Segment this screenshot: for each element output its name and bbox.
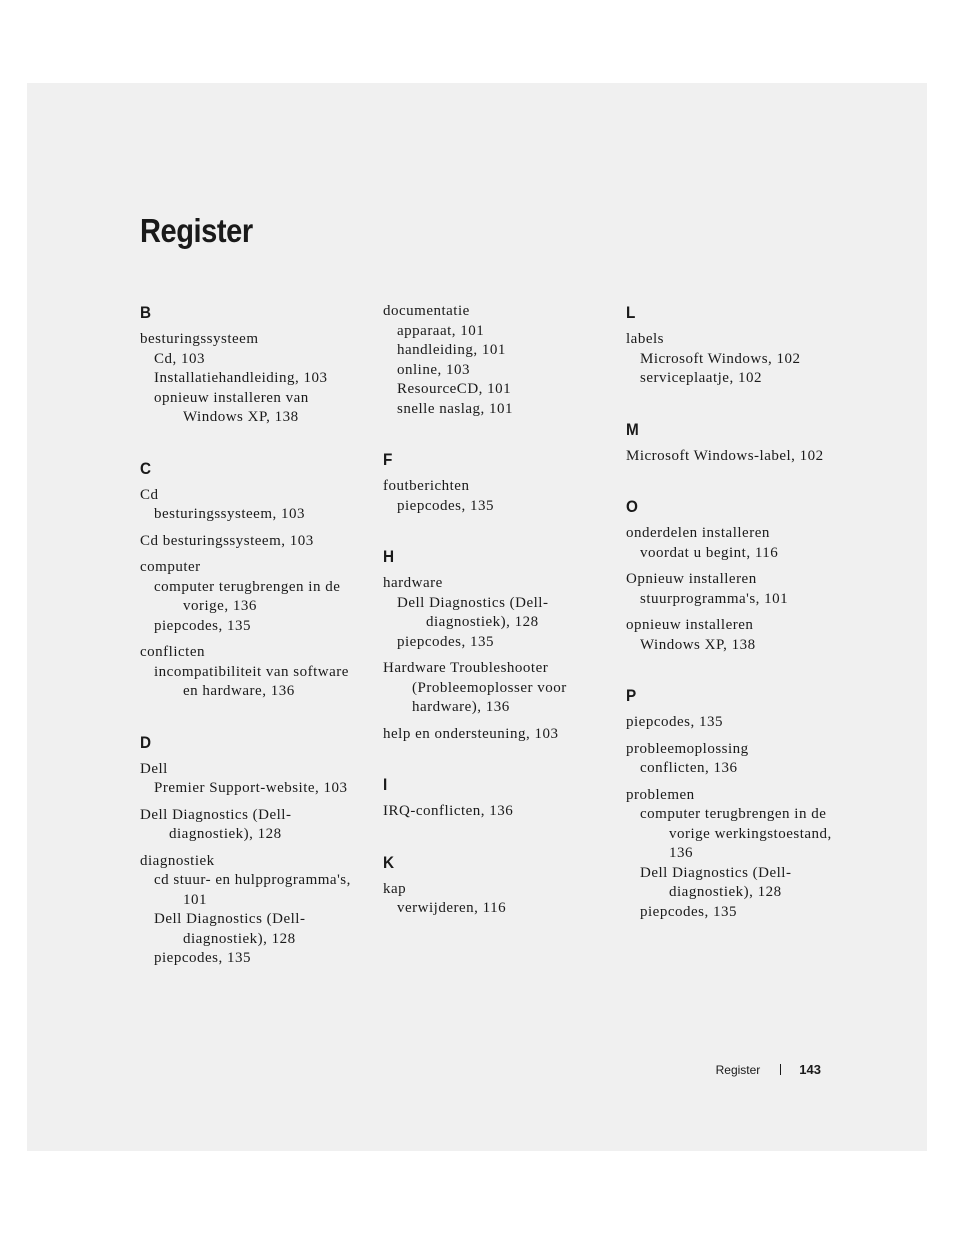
footer-label: Register bbox=[715, 1063, 761, 1077]
section-letter: O bbox=[626, 497, 638, 516]
index-subterm: piepcodes, 135 bbox=[397, 497, 494, 514]
index-entry bbox=[626, 786, 851, 923]
index-term: Opnieuw installeren bbox=[626, 571, 757, 587]
index-subterm: stuurprogramma's, 101 bbox=[640, 590, 789, 607]
index-term: conflicten bbox=[140, 644, 205, 660]
index-section bbox=[626, 496, 851, 655]
index-term: diagnostiek bbox=[140, 852, 215, 869]
section-letter: M bbox=[626, 419, 639, 439]
index-entry bbox=[140, 558, 365, 636]
index-section bbox=[140, 458, 365, 702]
index-term: documentatie bbox=[383, 303, 470, 319]
index-section bbox=[626, 419, 851, 467]
page-footer bbox=[0, 1062, 821, 1077]
index-term: opnieuw installeren bbox=[626, 617, 754, 633]
index-term: help en ondersteuning, 103 bbox=[383, 725, 559, 742]
index-term: computer bbox=[140, 559, 201, 575]
index-section bbox=[383, 546, 608, 744]
index-section bbox=[383, 302, 608, 419]
footer-separator bbox=[780, 1064, 781, 1075]
index-subterm: voordat u begint, 116 bbox=[640, 544, 779, 561]
index-entry bbox=[140, 760, 365, 799]
index-subterm: computer terugbrengen in de vorige werkingstoestand, 136 bbox=[640, 806, 832, 861]
section-letter: B bbox=[140, 303, 152, 322]
section-letter: P bbox=[626, 686, 637, 705]
index-subterm: besturingssysteem, 103 bbox=[154, 506, 305, 522]
index-subterm: piepcodes, 135 bbox=[154, 950, 251, 966]
index-entry bbox=[383, 302, 608, 419]
section-letter: L bbox=[626, 303, 636, 322]
section-letter: D bbox=[140, 732, 152, 752]
page-number: 143 bbox=[799, 1062, 821, 1077]
index-subterm: piepcodes, 135 bbox=[397, 633, 494, 650]
index-subterm: Windows XP, 138 bbox=[640, 636, 756, 653]
index-term: hardware bbox=[383, 575, 443, 591]
index-entry bbox=[140, 806, 365, 845]
index-term: besturingssysteem bbox=[140, 331, 259, 347]
section-letter: I bbox=[383, 775, 388, 794]
section-letter: C bbox=[140, 458, 152, 478]
index-subterm: verwijderen, 116 bbox=[397, 900, 507, 916]
index-entry bbox=[626, 740, 851, 779]
index-subterm: Premier Support-website, 103 bbox=[154, 780, 348, 796]
index-term: Microsoft Windows-label, 102 bbox=[626, 447, 824, 464]
index-subterm: snelle naslag, 101 bbox=[397, 400, 514, 417]
index-entry bbox=[383, 574, 608, 652]
index-entry bbox=[626, 570, 851, 609]
index-term: Dell bbox=[140, 760, 168, 777]
index-subterm: computer terugbrengen in de vorige, 136 bbox=[154, 578, 341, 614]
index-entry bbox=[383, 477, 608, 516]
index-section bbox=[383, 774, 608, 822]
index-entry bbox=[626, 447, 851, 467]
index-term: IRQ-conflicten, 136 bbox=[383, 803, 514, 819]
index-entry bbox=[140, 330, 365, 428]
index-subterm: piepcodes, 135 bbox=[640, 903, 737, 920]
index-entry bbox=[140, 532, 365, 552]
index-subterm: handleiding, 101 bbox=[397, 342, 506, 358]
index-section bbox=[140, 302, 365, 428]
index-term: labels bbox=[626, 331, 664, 347]
index-subterm: online, 103 bbox=[397, 361, 470, 378]
index-subterm: Cd, 103 bbox=[154, 350, 206, 367]
index-subterm: Dell Diagnostics (Dell-diagnostiek), 128 bbox=[154, 911, 306, 947]
index-subterm: apparaat, 101 bbox=[397, 322, 485, 339]
index-section bbox=[626, 685, 851, 922]
index-term: Dell Diagnostics (Dell-diagnostiek), 128 bbox=[140, 806, 292, 842]
index-subterm: incompatibiliteit van software en hardware, 136 bbox=[154, 663, 349, 699]
index-column-2 bbox=[383, 302, 608, 949]
index-column-3 bbox=[626, 302, 851, 952]
index-subterm: Microsoft Windows, 102 bbox=[640, 350, 801, 367]
index-subterm: opnieuw installeren van Windows XP, 138 bbox=[154, 389, 309, 425]
index-term: Cd bbox=[140, 486, 159, 503]
index-subterm: Dell Diagnostics (Dell-diagnostiek), 128 bbox=[640, 864, 792, 900]
index-entry bbox=[626, 713, 851, 733]
index-subterm: conflicten, 136 bbox=[640, 760, 738, 776]
section-letter: K bbox=[383, 852, 395, 872]
index-section bbox=[626, 302, 851, 389]
section-letter: F bbox=[383, 450, 393, 469]
index-section bbox=[140, 732, 365, 969]
index-entry bbox=[140, 852, 365, 969]
index-subterm: serviceplaatje, 102 bbox=[640, 370, 762, 386]
index-entry bbox=[626, 330, 851, 389]
index-entry bbox=[626, 524, 851, 563]
index-entry bbox=[140, 486, 365, 525]
index-entry bbox=[383, 802, 608, 822]
index-section bbox=[383, 449, 608, 516]
index-subterm: Dell Diagnostics (Dell-diagnostiek), 128 bbox=[397, 594, 549, 630]
index-subterm: piepcodes, 135 bbox=[154, 617, 251, 634]
index-term: kap bbox=[383, 880, 407, 897]
index-term: piepcodes, 135 bbox=[626, 714, 723, 730]
index-column-1 bbox=[140, 302, 365, 999]
page-title: Register bbox=[140, 212, 253, 249]
index-subterm: cd stuur- en hulpprogramma's, 101 bbox=[154, 872, 351, 908]
index-section bbox=[383, 852, 608, 919]
index-term: onderdelen installeren bbox=[626, 525, 770, 541]
index-entry bbox=[383, 880, 608, 919]
index-term: probleemoplossing bbox=[626, 740, 749, 757]
index-subterm: ResourceCD, 101 bbox=[397, 381, 512, 397]
index-entry bbox=[626, 616, 851, 655]
index-term: Hardware Troubleshooter (Probleemoplosser voor hardware), 136 bbox=[383, 660, 567, 715]
index-entry bbox=[383, 659, 608, 718]
index-entry bbox=[140, 643, 365, 702]
section-letter: H bbox=[383, 547, 395, 566]
index-term: problemen bbox=[626, 786, 695, 803]
index-entry bbox=[383, 725, 608, 745]
index-term: Cd besturingssysteem, 103 bbox=[140, 532, 314, 549]
index-term: foutberichten bbox=[383, 478, 470, 494]
index-subterm: Installatiehandleiding, 103 bbox=[154, 370, 328, 386]
